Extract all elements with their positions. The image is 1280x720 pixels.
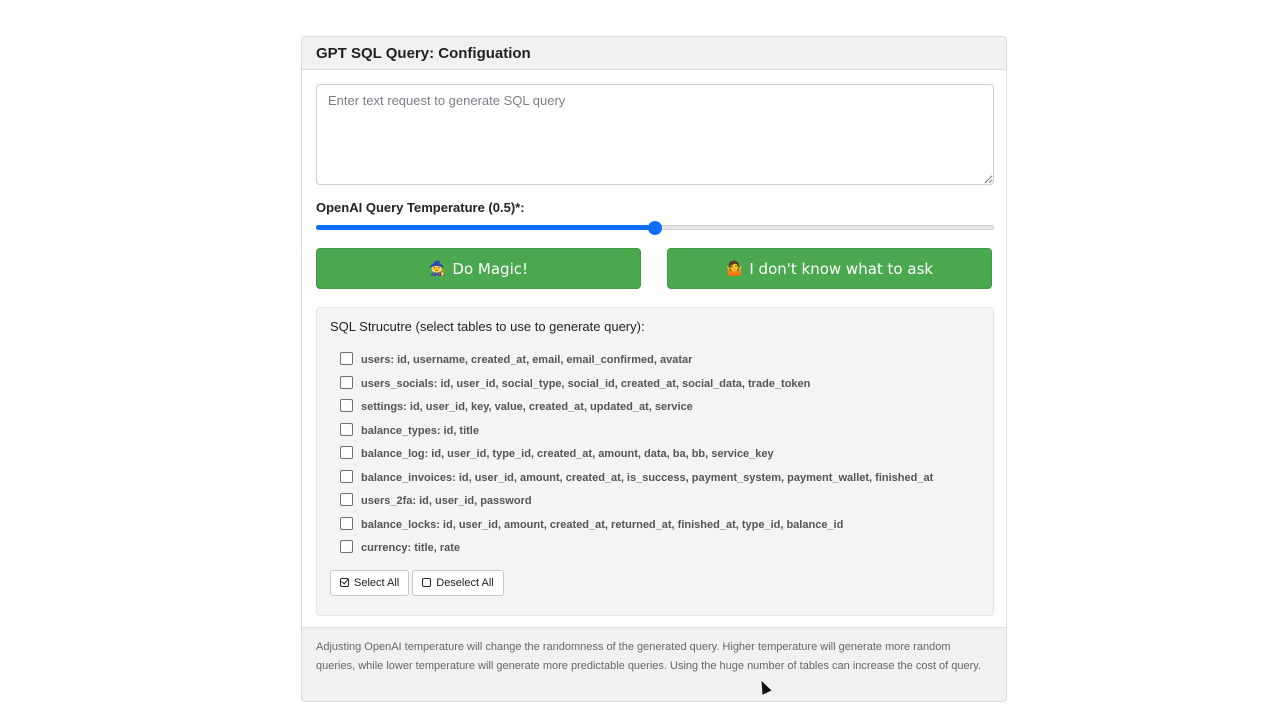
table-list [330,350,980,562]
card-header [302,37,1006,70]
table-item[interactable] [330,350,980,374]
slider-thumb[interactable] [648,221,662,235]
selection-buttons [330,570,980,596]
card-footer [302,627,1006,701]
select-all-label: Select All [354,576,400,589]
table-checkbox[interactable] [340,517,353,530]
config-card [301,36,1007,702]
dont-know-label: I don't know what to ask [749,259,934,278]
table-label: users: id, username, created_at, email, email_confirmed, avatar [361,354,693,366]
square-icon [422,578,431,587]
sql-structure-title: SQL Strucutre (select tables to use to generate query): [330,319,645,334]
table-checkbox[interactable] [340,446,353,459]
temperature-slider[interactable] [316,221,994,235]
table-label: settings: id, user_id, key, value, created_at, updated_at, service [361,401,693,413]
footer-note: Adjusting OpenAI temperature will change the randomness of the generated query. Higher temperature will generate more random queries, while lower temperature will generate more predictable queries. Using the huge number of tables can increase the cost of query. [316,641,982,672]
deselect-all-label: Deselect All [436,576,494,589]
table-label: balance_locks: id, user_id, amount, created_at, returned_at, finished_at, type_id, balance_id [361,518,844,531]
table-checkbox[interactable] [340,399,353,412]
table-item[interactable] [330,397,980,421]
table-checkbox[interactable] [340,540,353,553]
table-item[interactable] [330,444,980,468]
card-body [302,70,1006,616]
table-checkbox[interactable] [340,470,353,483]
table-checkbox[interactable] [340,423,353,436]
table-item[interactable] [330,421,980,445]
table-item[interactable] [330,468,980,492]
table-label: users_socials: id, user_id, social_type, social_id, created_at, social_data, trade_token [361,377,811,390]
table-checkbox[interactable] [340,493,353,506]
select-all-button[interactable] [330,570,409,596]
table-label: balance_log: id, user_id, type_id, created_at, amount, data, ba, bb, service_key [361,448,774,460]
table-checkbox[interactable] [340,352,353,365]
table-item[interactable] [330,515,980,539]
check-square-icon [340,578,349,587]
table-label: balance_invoices: id, user_id, amount, created_at, is_success, payment_system, payment_wallet, finished_at [361,471,934,484]
table-item[interactable] [330,374,980,398]
table-checkbox[interactable] [340,376,353,389]
query-request-input[interactable] [316,84,994,185]
slider-fill [316,225,655,230]
shrug-icon: 🤷 [725,260,744,277]
page-title: GPT SQL Query: Configuation [316,45,531,62]
table-label: currency: title, rate [361,542,461,554]
temperature-label: OpenAI Query Temperature (0.5)*: [316,200,525,215]
deselect-all-button[interactable] [412,570,503,596]
action-buttons [316,248,992,289]
table-item[interactable] [330,538,980,562]
do-magic-label: Do Magic! [452,259,529,278]
table-label: users_2fa: id, user_id, password [361,495,532,507]
do-magic-button[interactable] [316,248,641,289]
wizard-icon: 🧙 [428,260,447,277]
dont-know-button[interactable] [667,248,992,289]
sql-structure-panel [316,307,994,616]
table-item[interactable] [330,491,980,515]
table-label: balance_types: id, title [361,424,479,437]
